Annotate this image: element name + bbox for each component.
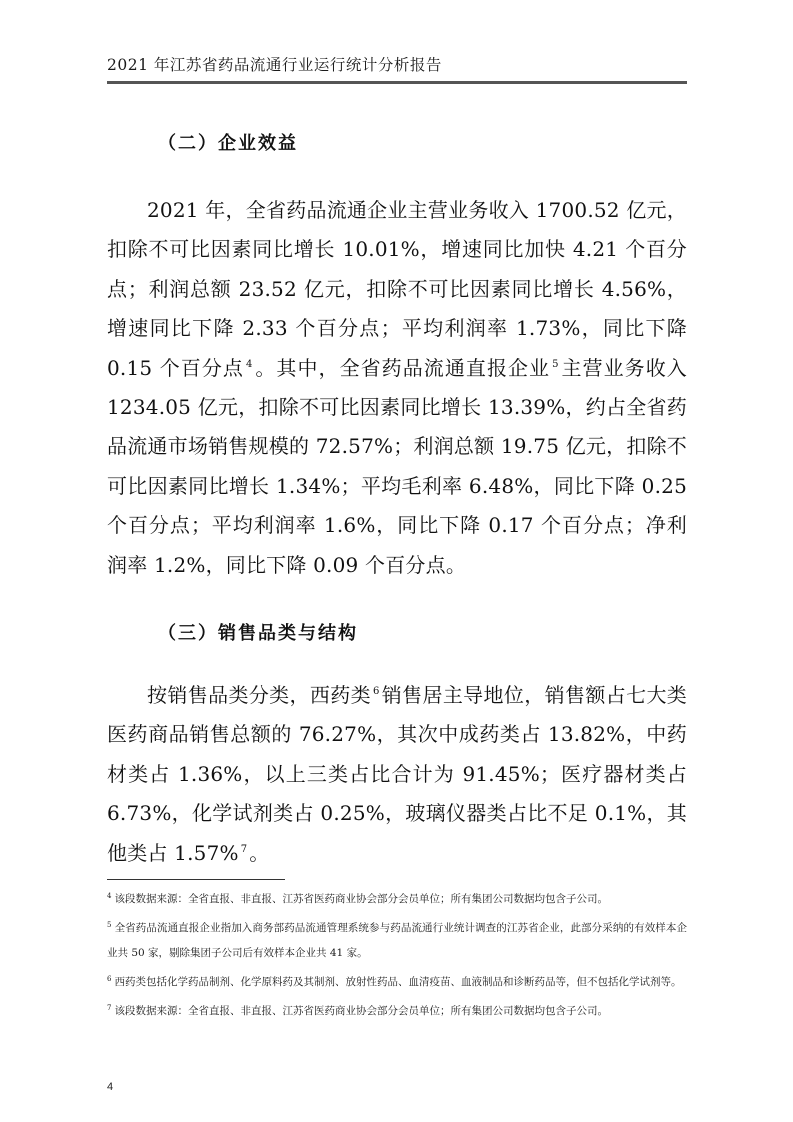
footnote-ref-5[interactable]: 5 — [552, 358, 559, 370]
section-heading-enterprise-benefits: （二）企业效益 — [158, 133, 298, 154]
paragraph-sales-category — [107, 676, 687, 873]
paragraph-text: 。 — [249, 840, 270, 865]
footnote-number: 5 — [107, 920, 112, 929]
paragraph-text: 。其中，全省药品流通直报企业 — [254, 355, 551, 380]
page-number: 4 — [107, 1081, 114, 1093]
footnote-4 — [107, 887, 687, 912]
paragraph-text: 销售居主导地位，销售额占七大类医药商品销售总额的 76.27%，其次中成药类占 13.82%，中药材类占 1.36%，以上三类占比合计为 91.45%；医疗器材类占 6.73%，化学试剂类占 0.25%，玻璃仪器类占比不足 0.1%，其他类占 1.57% — [107, 683, 688, 865]
footnote-number: 6 — [107, 974, 112, 983]
footnote-number: 4 — [107, 891, 112, 900]
paragraph-text: 主营业务收入 1234.05 亿元，扣除不可比因素同比增长 13.39%，约占全省药品流通市场销售规模的 72.57%；利润总额 19.75 亿元，扣除不可比因素同比增长 1.34%；平均毛利率 6.48%，同比下降 0.25 个百分点；平均利润率 1.6%，同比下降 0.17 个百分点；净利润率 1.2%，同比下降 0.09 个百分点。 — [107, 355, 687, 577]
paragraph-text: 按销售品类分类，西药类 — [147, 683, 371, 707]
footnote-5 — [107, 916, 687, 966]
paragraph-text: 2021 年，全省药品流通企业主营业务收入 1700.52 亿元，扣除不可比因素同比增长 10.01%，增速同比加快 4.21 个百分点；利润总额 23.52 亿元，扣除不可比因素同比增长 4.56%，增速同比下降 2.33 个百分点；平均利润率 1.73%，同比下降 0.15 个百分点 — [107, 198, 687, 380]
footnote-ref-7[interactable]: 7 — [240, 843, 248, 855]
footnote-divider — [107, 879, 285, 880]
footnote-text: 该段数据来源：全省直报、非直报、江苏省医药商业协会部分会员单位；所有集团公司数据均包含子公司。 — [114, 893, 608, 905]
footnote-ref-4[interactable]: 4 — [245, 358, 253, 370]
report-header-title: 2021 年江苏省药品流通行业运行统计分析报告 — [107, 56, 442, 74]
footnote-number: 7 — [107, 1003, 112, 1012]
paragraph-enterprise-benefits — [107, 191, 687, 585]
footnote-7 — [107, 999, 687, 1024]
footnotes — [107, 887, 687, 1028]
footnote-ref-6[interactable]: 6 — [373, 686, 380, 698]
footnote-text: 西药类包括化学药品制剂、化学原料药及其制剂、放射性药品、血清疫苗、血液制品和诊断药品等，但不包括化学试剂等。 — [114, 976, 682, 988]
section-heading-sales-category: （三）销售品类与结构 — [158, 623, 358, 644]
footnote-text: 该段数据来源：全省直报、非直报、江苏省医药商业协会部分会员单位；所有集团公司数据均包含子公司。 — [114, 1005, 608, 1017]
footnote-text: 全省药品流通直报企业指加入商务部药品流通管理系统参与药品流通行业统计调查的江苏省企业，此部分采纳的有效样本企业共 50 家，剔除集团子公司后有效样本企业共 41 家。 — [107, 922, 687, 959]
footnote-6 — [107, 970, 687, 995]
header-divider — [107, 81, 687, 84]
